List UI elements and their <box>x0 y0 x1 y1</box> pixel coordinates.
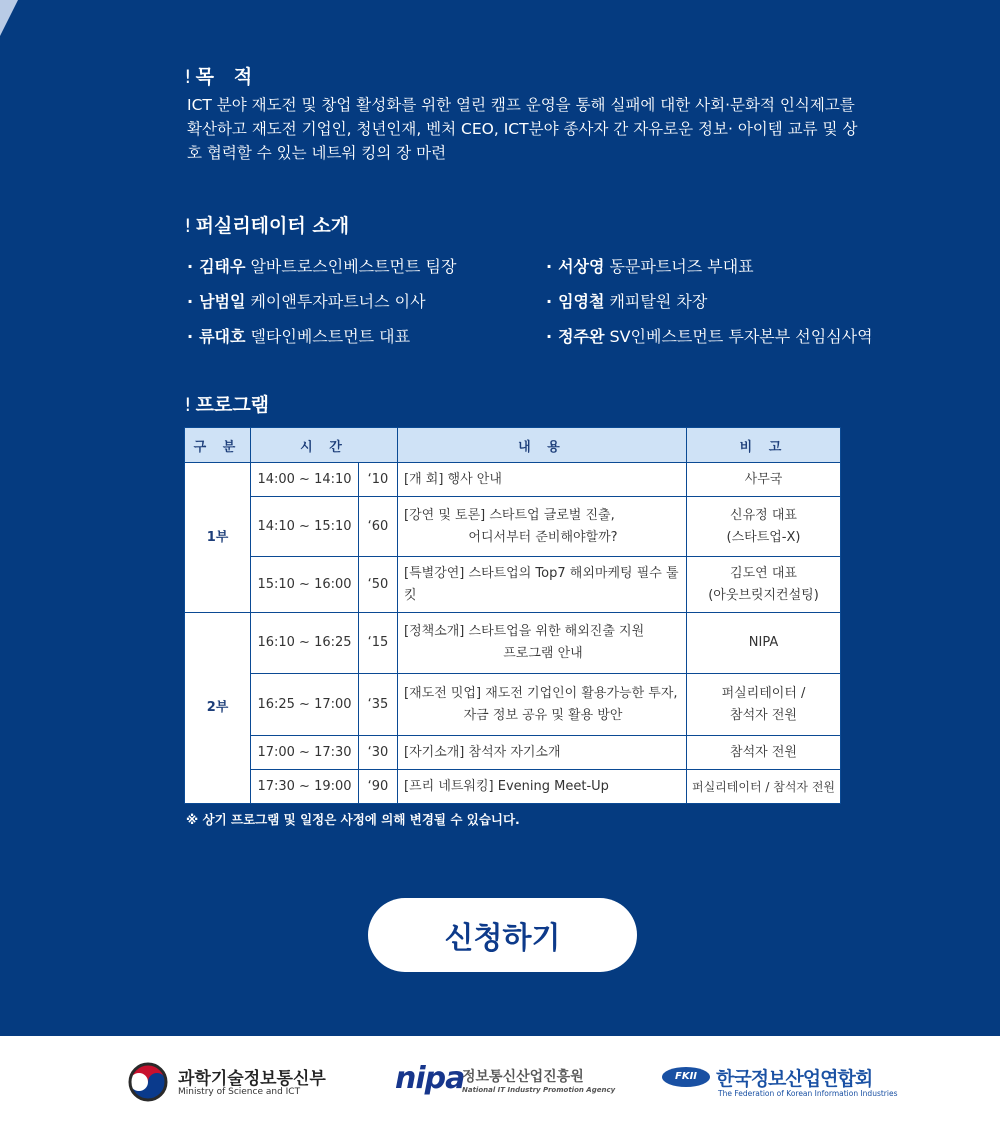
content-cell <box>398 557 687 613</box>
time-cell: 16:25 ~ 17:00 <box>251 674 359 736</box>
content-line: [자기소개] 참석자 자기소개 <box>404 744 561 760</box>
content-cell <box>398 736 687 770</box>
facilitator-item <box>546 324 873 347</box>
heading-marker-icon: ! <box>184 215 192 237</box>
msit-logo[interactable] <box>128 1058 358 1106</box>
program-title: 프로그램 <box>195 394 270 416</box>
bullet-icon: · <box>546 257 553 276</box>
content-line: [개 회] 행사 안내 <box>404 471 502 487</box>
facilitator-name: 남범일 <box>199 292 246 311</box>
footer <box>0 1036 1000 1127</box>
duration-cell: ‘60 <box>359 497 398 557</box>
facilitator-name: 류대호 <box>199 327 246 346</box>
facilitator-role: SV인베스트먼트 투자본부 선임심사역 <box>609 327 873 346</box>
facilitator-name: 정주완 <box>558 327 605 346</box>
facilitator-item <box>187 254 456 277</box>
purpose-text: ICT 분야 재도전 및 창업 활성화를 위한 열린 캠프 운영을 통해 실패에 대한 사회·문화적 인식제고를 확산하고 재도전 기업인, 청년인재, 벤처 CEO, ICT분야 종사자 간 자유로운 정보· 아이템 교류 및 상호 협력할 수 있는 네트워 킹의 장 마련 <box>187 96 858 162</box>
note-cell <box>687 463 841 497</box>
table-row <box>185 770 841 804</box>
schedule-notice: ※ 상기 프로그램 및 일정은 사정에 의해 변경될 수 있습니다. <box>186 812 520 827</box>
time-cell: 14:00 ~ 14:10 <box>251 463 359 497</box>
note-cell <box>687 770 841 804</box>
facilitator-role: 알바트로스인베스트먼트 팀장 <box>250 257 457 276</box>
fkii-logo[interactable] <box>662 1058 898 1106</box>
content-cell <box>398 497 687 557</box>
content-cell <box>398 674 687 736</box>
facilitator-item <box>546 289 707 312</box>
facilitator-item <box>546 254 754 277</box>
note-line: 사무국 <box>744 471 783 487</box>
content-line: 어디서부터 준비해야할까? <box>468 529 618 545</box>
note-line: (아웃브릿지컨설팅) <box>708 587 819 603</box>
header-time: 시 간 <box>251 428 398 463</box>
bullet-icon: · <box>187 292 194 311</box>
note-line: (스타트업-X) <box>726 529 801 545</box>
note-cell <box>687 557 841 613</box>
duration-cell: ‘90 <box>359 770 398 804</box>
note-line: 퍼실리테이터 / 참석자 전원 <box>692 779 835 794</box>
purpose-heading <box>184 62 252 89</box>
program-heading <box>184 390 269 417</box>
fkii-emblem: FKII <box>662 1067 710 1087</box>
content-line: 자금 정보 공유 및 활용 방안 <box>463 707 623 723</box>
table-row <box>185 557 841 613</box>
facilitator-name: 서상영 <box>558 257 605 276</box>
facilitators-heading <box>184 211 349 238</box>
bullet-icon: · <box>546 292 553 311</box>
note-cell <box>687 736 841 770</box>
note-line: 참석자 전원 <box>730 744 797 760</box>
heading-marker-icon: ! <box>184 394 192 416</box>
nipa-name: 정보통신산업진흥원 <box>462 1069 584 1085</box>
time-cell: 14:10 ~ 15:10 <box>251 497 359 557</box>
table-row <box>185 674 841 736</box>
nipa-name-en: National IT Industry Promotion Agency <box>462 1086 616 1094</box>
content-line: [강연 및 토론] 스타트업 글로벌 진출, <box>404 507 615 523</box>
note-cell <box>687 674 841 736</box>
note-line: 퍼실리테이터 / <box>721 685 806 701</box>
bullet-icon: · <box>546 327 553 346</box>
facilitator-name: 임영철 <box>558 292 605 311</box>
table-header-row <box>185 428 841 463</box>
facilitators-title: 퍼실리테이터 소개 <box>195 215 350 237</box>
time-cell: 17:00 ~ 17:30 <box>251 736 359 770</box>
content-line: 프로그램 안내 <box>503 646 583 661</box>
duration-cell: ‘50 <box>359 557 398 613</box>
duration-cell: ‘15 <box>359 613 398 674</box>
part-cell: 2부 <box>185 613 251 804</box>
time-cell: 15:10 ~ 16:00 <box>251 557 359 613</box>
content-cell <box>398 463 687 497</box>
table-row <box>185 463 841 497</box>
apply-button[interactable]: 신청하기 <box>368 898 637 972</box>
duration-cell: ‘30 <box>359 736 398 770</box>
note-line: 참석자 전원 <box>730 707 797 723</box>
msit-name: 과학기술정보통신부 <box>178 1069 326 1089</box>
note-cell <box>687 613 841 674</box>
time-cell: 17:30 ~ 19:00 <box>251 770 359 804</box>
fkii-name: 한국정보산업연합회 <box>716 1068 873 1090</box>
program-table <box>184 427 841 804</box>
nipa-wordmark: nipa <box>395 1061 465 1096</box>
table-row <box>185 613 841 674</box>
bullet-icon: · <box>187 257 194 276</box>
table-row <box>185 497 841 557</box>
header-part: 구 분 <box>185 428 251 463</box>
content-line: [프리 네트워킹] Evening Meet-Up <box>404 778 609 794</box>
content-cell <box>398 613 687 674</box>
content-cell <box>398 770 687 804</box>
part-cell: 1부 <box>185 463 251 613</box>
msit-name-en: Ministry of Science and ICT <box>178 1087 301 1097</box>
content-line: [정책소개] 스타트업을 위한 해외진출 지원 <box>404 624 645 639</box>
facilitator-name: 김태우 <box>199 257 246 276</box>
table-row <box>185 736 841 770</box>
note-line: NIPA <box>748 635 779 650</box>
note-line: 김도연 대표 <box>730 565 797 581</box>
facilitator-role: 캐피탈원 차장 <box>609 292 708 311</box>
note-cell <box>687 497 841 557</box>
note-line: 신유정 대표 <box>730 507 797 523</box>
facilitator-item <box>187 289 426 312</box>
header-note: 비 고 <box>687 428 841 463</box>
bullet-icon: · <box>187 327 194 346</box>
heading-marker-icon: ! <box>184 66 192 88</box>
duration-cell: ‘10 <box>359 463 398 497</box>
facilitator-role: 동문파트너즈 부대표 <box>609 257 754 276</box>
taegeuk-icon <box>128 1062 168 1102</box>
content-line: [특별강연] 스타트업의 Top7 해외마케팅 필수 툴킷 <box>404 565 679 603</box>
duration-cell: ‘35 <box>359 674 398 736</box>
facilitator-role: 케이앤투자파트너스 이사 <box>250 292 426 311</box>
purpose-title: 목 적 <box>195 66 253 88</box>
time-cell: 16:10 ~ 16:25 <box>251 613 359 674</box>
corner-decoration <box>0 0 18 36</box>
nipa-logo[interactable] <box>395 1058 615 1106</box>
content-line: [재도전 밋업] 재도전 기업인이 활용가능한 투자, <box>404 685 678 701</box>
fkii-name-en: The Federation of Korean Information Industries <box>718 1089 898 1098</box>
header-content: 내 용 <box>398 428 687 463</box>
facilitator-item <box>187 324 410 347</box>
facilitator-role: 델타인베스트먼트 대표 <box>250 327 411 346</box>
